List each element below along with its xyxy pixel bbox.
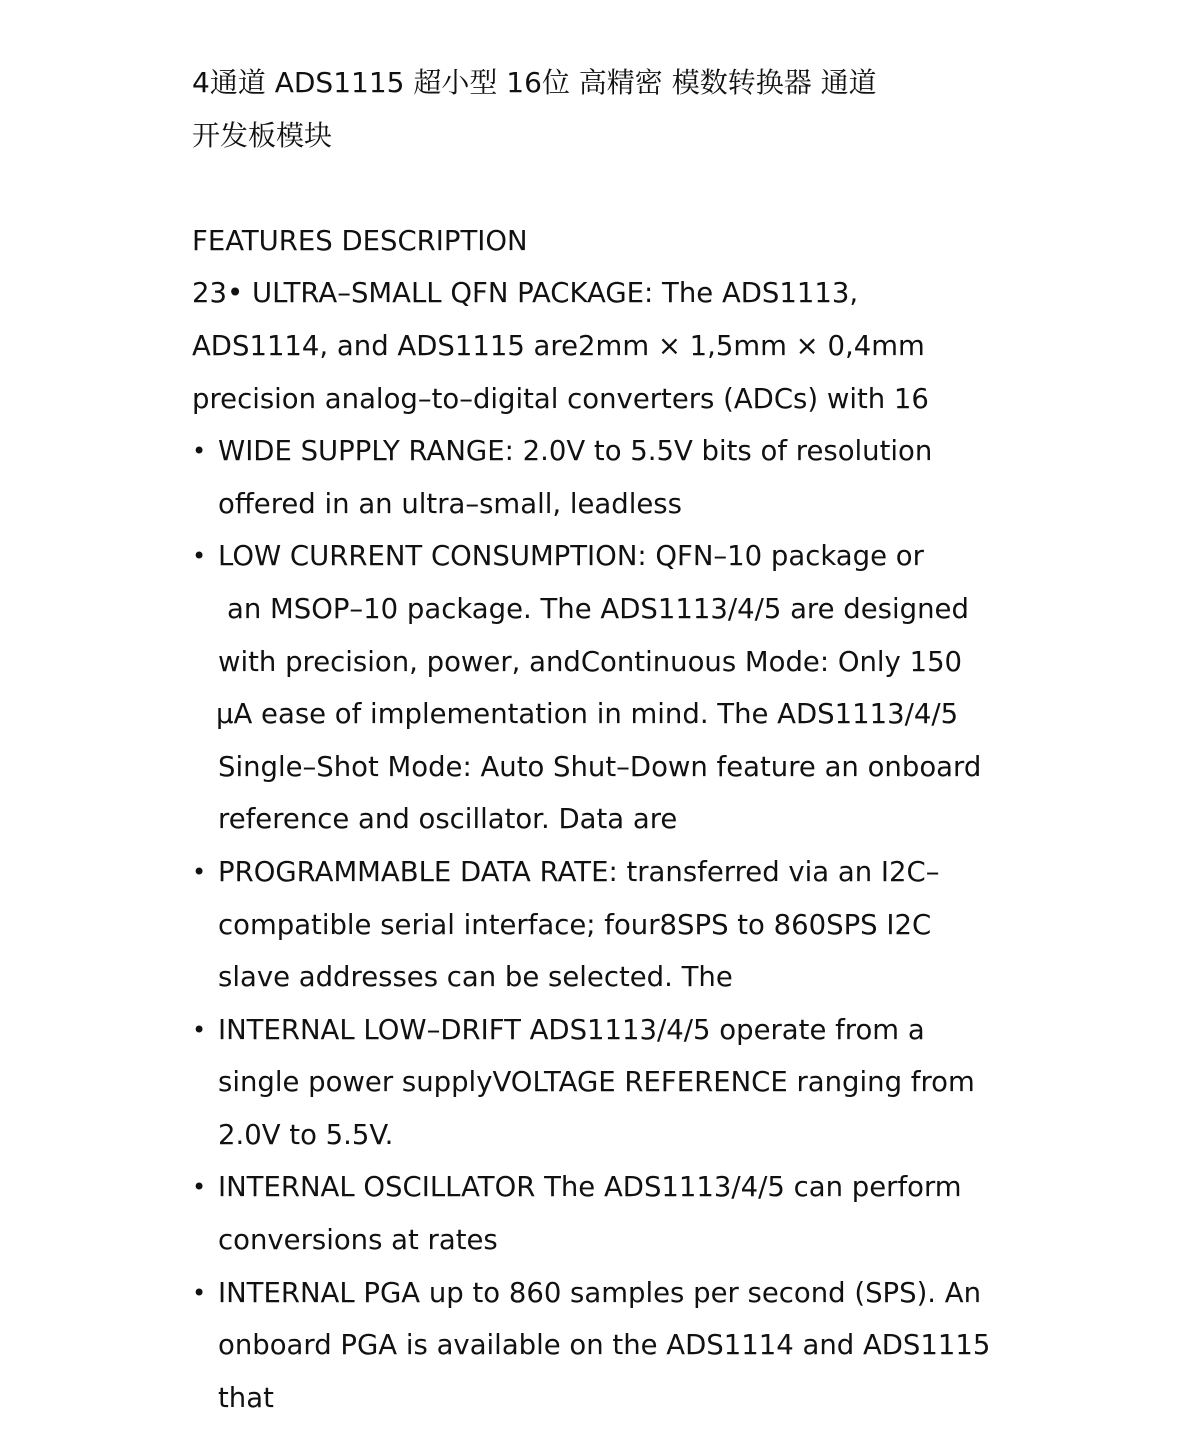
bullet-icon: • [192,1173,207,1202]
feature-line: PROGRAMMABLE DATA RATE: transferred via an I2C– [218,855,940,888]
feature-line: conversions at rates [218,1224,498,1257]
feature-line: offered in an ultra–small, leadless [218,487,682,520]
feature-line: reference and oscillator. Data are [218,803,678,836]
feature-line: μA ease of implementation in mind. The ADS1113/4/5 [216,698,959,731]
feature-line: compatible serial interface; four8SPS to 860SPS I2C [218,908,932,941]
feature-item-internal-pga [192,1267,1022,1425]
feature-item-low-current-consumption [192,530,1022,846]
feature-line: INTERNAL PGA up to 860 samples per second (SPS). An [218,1276,982,1309]
feature-line: onboard PGA is available on the ADS1114 and ADS1115 [218,1329,991,1362]
feature-item-internal-low-drift [192,1004,1022,1162]
product-title-line-1: 4通道 ADS1115 超小型 16位 高精密 模数转换器 通道 [192,66,877,99]
feature-line: an MSOP–10 package. The ADS1113/4/5 are designed [227,592,969,625]
feature-line: INTERNAL OSCILLATOR The ADS1113/4/5 can perform [218,1171,962,1204]
intro-line: ADS1114, and ADS1115 are2mm × 1,5mm × 0,4mm [192,329,925,362]
feature-line: INTERNAL LOW–DRIFT ADS1113/4/5 operate from a [218,1013,925,1046]
feature-item-programmable-data-rate [192,846,1022,1004]
bullet-icon: • [192,542,207,571]
features-list [192,425,1022,1424]
feature-line: Single–Shot Mode: Auto Shut–Down feature an onboard [218,750,982,783]
document-page [192,57,1022,1424]
feature-line: that [218,1381,274,1414]
product-title-line-2: 开发板模块 [192,118,333,152]
bullet-icon: • [192,857,207,886]
product-title [192,57,1022,162]
feature-line: with precision, power, andContinuous Mode: Only 150 [218,645,963,678]
feature-item-wide-supply-range [192,425,1022,530]
bullet-icon: • [192,437,207,466]
section-heading: FEATURES DESCRIPTION [192,224,528,257]
feature-item-internal-oscillator [192,1161,1022,1266]
feature-line: LOW CURRENT CONSUMPTION: QFN–10 package or [218,540,924,573]
feature-line: slave addresses can be selected. The [218,961,733,994]
feature-line: single power supplyVOLTAGE REFERENCE ranging from [218,1066,975,1099]
feature-line: WIDE SUPPLY RANGE: 2.0V to 5.5V bits of resolution [218,435,933,468]
intro-paragraph [192,267,1022,425]
bullet-icon: • [192,1015,207,1044]
intro-line: 23• ULTRA–SMALL QFN PACKAGE: The ADS1113, [192,277,859,310]
bullet-icon: • [192,1278,207,1307]
intro-line: precision analog–to–digital converters (ADCs) with 16 [192,382,929,415]
feature-line: 2.0V to 5.5V. [218,1118,394,1151]
section-spacer [192,162,1022,215]
